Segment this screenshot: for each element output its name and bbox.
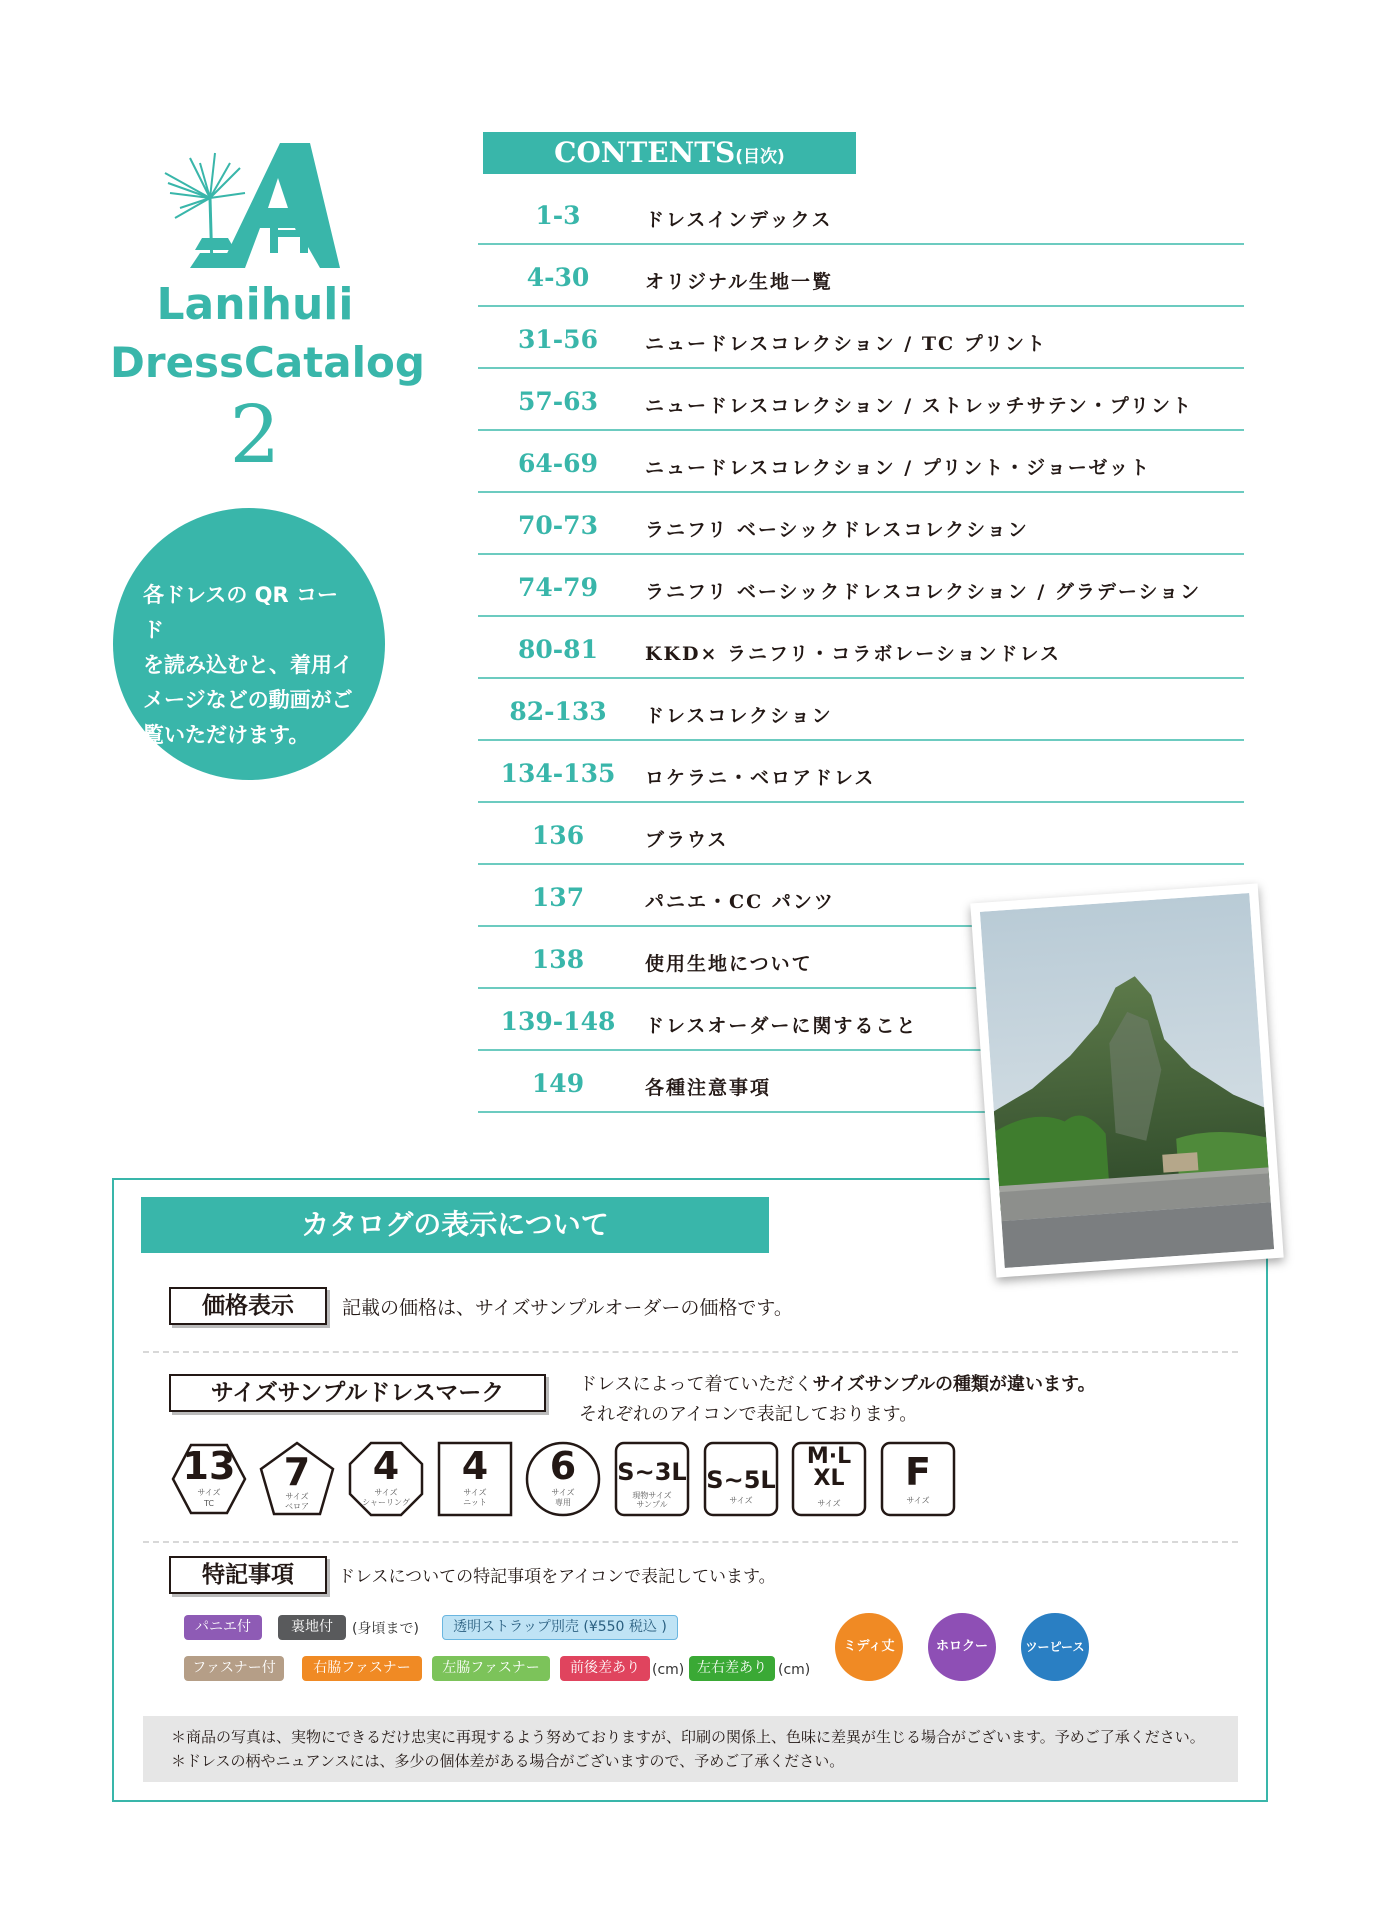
- size-mark-label: サイズサンプルドレスマーク: [169, 1374, 546, 1412]
- size-mark-text-a: ドレスによって着ていただく: [579, 1374, 813, 1395]
- size-value: 4: [461, 1444, 489, 1488]
- toc-page-range: 31-56: [518, 325, 598, 354]
- tag-front-back-difference: 前後差あり: [560, 1656, 650, 1681]
- toc-page-range: 74-79: [518, 573, 598, 602]
- toc-page-range: 139-148: [500, 1007, 616, 1036]
- catalog-number: 2: [229, 388, 281, 481]
- size-4-knit-icon: [437, 1441, 513, 1517]
- size-ml-xl-icon: [791, 1441, 867, 1517]
- size-s-3l-icon: [614, 1441, 690, 1517]
- toc-row[interactable]: [478, 429, 1244, 493]
- toc-title: 使用生地について: [645, 953, 813, 975]
- brand-logo: [110, 138, 425, 488]
- toc-page-range: 136: [531, 821, 585, 850]
- qr-note-line: 覧いただけます。: [143, 723, 310, 747]
- size-13-tc-icon: [171, 1441, 247, 1517]
- toc-title: ドレスコレクション: [645, 705, 833, 727]
- toc-row[interactable]: [478, 181, 1244, 245]
- qr-note-line: 各ドレスの QR コード: [143, 583, 339, 642]
- size-7-velour-icon: [259, 1441, 335, 1517]
- size-caption: 現物サイズ: [632, 1491, 672, 1500]
- tag-pannier: パニエ付: [184, 1615, 262, 1640]
- toc-title: ニュードレスコレクション / プリント・ジョーゼット: [645, 457, 1151, 479]
- special-notes-label: 特記事項: [169, 1556, 327, 1594]
- toc-page-range: 137: [531, 883, 585, 912]
- toc-page-range: 138: [531, 945, 585, 974]
- toc-page-range: 149: [531, 1069, 585, 1098]
- toc-title: ブラウス: [645, 829, 729, 851]
- toc-title: オリジナル生地一覧: [645, 271, 834, 293]
- toc-row[interactable]: [478, 615, 1244, 679]
- mountain-photo: [970, 883, 1283, 1277]
- size-mark-text-b: サイズサンプルの種類が違います。: [812, 1374, 1096, 1395]
- size-mark-description-line2: それぞれのアイコンで表記しております。: [579, 1404, 918, 1425]
- size-caption: サイズ: [374, 1488, 398, 1497]
- toc-row[interactable]: [478, 553, 1244, 617]
- toc-title: ニュードレスコレクション / ストレッチサテン・プリント: [645, 395, 1193, 417]
- toc-page-range: 80-81: [518, 635, 598, 664]
- tag-lining: 裏地付: [278, 1615, 346, 1640]
- mountain-landscape-image: [980, 893, 1274, 1268]
- size-s-5l-icon: [703, 1441, 779, 1517]
- disclaimer-line: ＊ドレスの柄やニュアンスには、多少の個体差がある場合がございますので、予めご了承ください。: [171, 1752, 845, 1770]
- palm-mountain-logo-icon: [160, 138, 340, 278]
- size-caption: サンプル: [636, 1500, 668, 1509]
- toc-row[interactable]: [478, 491, 1244, 555]
- size-value: M·L: [806, 1444, 852, 1469]
- tag-clear-strap: 透明ストラップ別売 (¥550 税込 ): [442, 1615, 678, 1640]
- size-6-exclusive-icon: [525, 1441, 601, 1517]
- toc-row[interactable]: [478, 305, 1244, 369]
- toc-page-range: 70-73: [518, 511, 598, 540]
- disclaimer-notes: [143, 1716, 1238, 1782]
- size-caption: シャーリング: [362, 1498, 410, 1507]
- qr-note-line: を読み込むと、着用イ: [143, 653, 353, 677]
- tag-midi-length: ミディ丈: [835, 1613, 903, 1681]
- tag-right-zipper: 右脇ファスナー: [302, 1656, 422, 1681]
- toc-title: ドレスインデックス: [645, 209, 833, 231]
- size-value: 7: [283, 1450, 311, 1494]
- brand-name-line2: DressCatalog: [110, 338, 425, 387]
- tag-note-cm: (cm): [652, 1662, 685, 1678]
- dashed-divider: [143, 1351, 1238, 1353]
- toc-page-range: 64-69: [518, 449, 598, 478]
- toc-title: KKD× ラニフリ・コラボレーションドレス: [645, 643, 1061, 665]
- size-caption: サイズ: [463, 1488, 487, 1497]
- tag-holoku: ホロクー: [928, 1613, 996, 1681]
- brand-name-line1: Lanihuli: [156, 279, 354, 330]
- toc-page-range: 82-133: [509, 697, 607, 726]
- toc-title: ラニフリ ベーシックドレスコレクション: [645, 519, 1029, 541]
- toc-row[interactable]: [478, 739, 1244, 803]
- toc-title: ラニフリ ベーシックドレスコレクション / グラデーション: [645, 581, 1202, 603]
- tag-left-right-difference: 左右差あり: [689, 1656, 775, 1681]
- special-notes-description: ドレスについての特記事項をアイコンで表記しています。: [338, 1567, 776, 1587]
- toc-page-range: 57-63: [518, 387, 598, 416]
- catalog-info-heading: カタログの表示について: [141, 1197, 769, 1253]
- tag-note-bodice: (身頃まで): [352, 1621, 419, 1637]
- tag-note-cm: (cm): [778, 1662, 811, 1678]
- size-caption: サイズ: [817, 1499, 841, 1508]
- size-caption: ニット: [463, 1498, 487, 1507]
- size-caption: サイズ: [551, 1488, 575, 1497]
- toc-row[interactable]: [478, 677, 1244, 741]
- contents-heading: [483, 132, 856, 174]
- price-label: 価格表示: [169, 1287, 327, 1325]
- toc-row[interactable]: [478, 801, 1244, 865]
- size-value: S~5L: [706, 1466, 776, 1494]
- size-value: S~3L: [617, 1458, 687, 1486]
- size-value-2: XL: [813, 1466, 845, 1491]
- size-value: 6: [549, 1444, 577, 1488]
- dashed-divider: [143, 1541, 1238, 1543]
- toc-title: パニエ・CC パンツ: [645, 891, 835, 913]
- contents-title: CONTENTS: [554, 136, 736, 169]
- qr-note-line: メージなどの動画がご: [143, 688, 353, 712]
- size-caption: TC: [203, 1499, 214, 1508]
- price-description: 記載の価格は、サイズサンプルオーダーの価格です。: [342, 1297, 793, 1319]
- toc-title: 各種注意事項: [645, 1077, 772, 1099]
- size-4-shirring-icon: [348, 1441, 424, 1517]
- size-caption: サイズ: [729, 1496, 753, 1505]
- size-mark-description-line1: [579, 1370, 1096, 1396]
- toc-page-range: 134-135: [500, 759, 616, 788]
- toc-row[interactable]: [478, 243, 1244, 307]
- toc-title: ドレスオーダーに関すること: [645, 1015, 918, 1037]
- size-f-icon: [880, 1441, 956, 1517]
- size-caption: 専用: [555, 1498, 571, 1507]
- size-caption: サイズ: [906, 1496, 930, 1505]
- toc-row[interactable]: [478, 367, 1244, 431]
- toc-title: ロケラニ・ベロアドレス: [645, 767, 876, 789]
- toc-title: ニュードレスコレクション / TC プリント: [645, 333, 1047, 355]
- tag-two-piece: ツーピース: [1021, 1613, 1089, 1681]
- contents-title-sub: (目次): [735, 147, 785, 167]
- tag-zipper: ファスナー付: [184, 1656, 284, 1681]
- size-value: F: [905, 1450, 931, 1494]
- size-caption: ベロア: [285, 1502, 309, 1511]
- disclaimer-line: ＊商品の写真は、実物にできるだけ忠実に再現するよう努めておりますが、印刷の関係上、色味に差異が生じる場合がございます。予めご了承ください。: [171, 1728, 1205, 1746]
- tag-left-zipper: 左脇ファスナー: [432, 1656, 550, 1681]
- size-caption: サイズ: [285, 1492, 309, 1501]
- toc-page-range: 1-3: [535, 201, 581, 230]
- toc-page-range: 4-30: [526, 263, 590, 292]
- size-value: 13: [182, 1444, 236, 1488]
- size-value: 4: [372, 1444, 400, 1488]
- size-caption: サイズ: [197, 1488, 221, 1497]
- qr-code-note: [113, 508, 385, 780]
